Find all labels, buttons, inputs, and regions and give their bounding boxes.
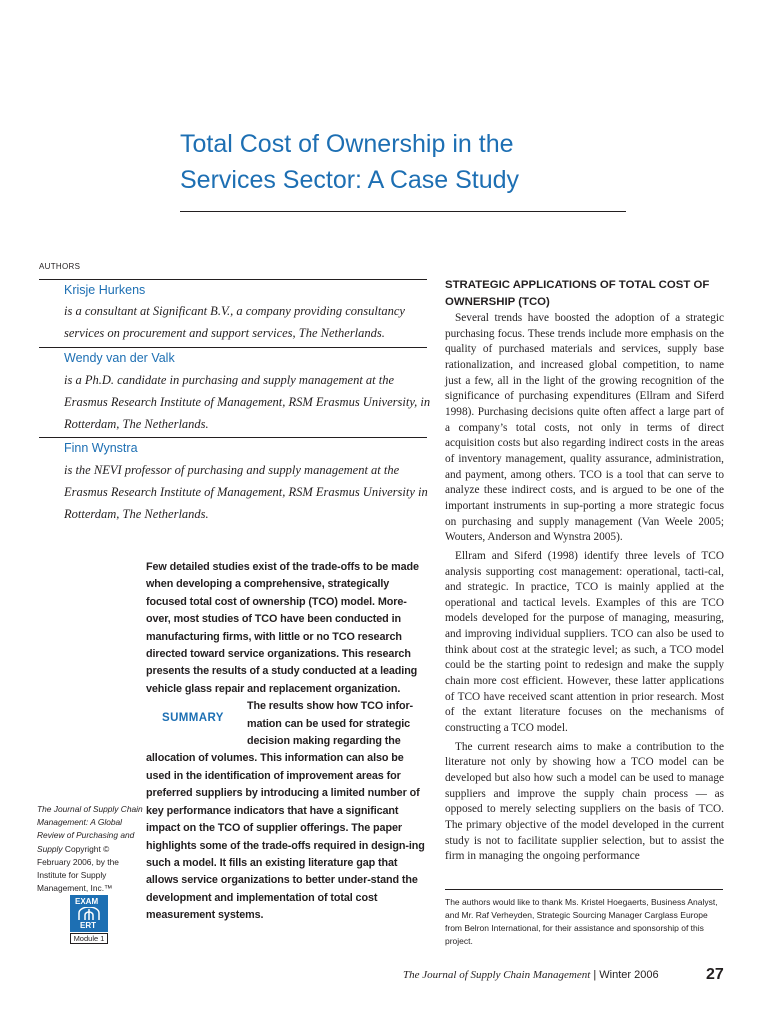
author-bio: is a consultant at Significant B.V., a company providing consultancy services on procurement and support services, The Netherlands.	[64, 304, 405, 340]
acknowledgement-footnote: The authors would like to thank Ms. Kristel Hoegaerts, Business Analyst, and Mr. Raf Verheyden, Strategic Sourcing Manager Carglass Europe from Belron International, for their assistance and sponsorship of this project.	[445, 897, 718, 947]
title-line-1: Total Cost of Ownership in the	[180, 130, 514, 158]
author-divider	[39, 437, 427, 438]
summary-part-1: Few detailed studies exist of the trade-offs to be made when developing a comprehensive, strategically focused total cost of ownership (TCO) model. More-over, most studies of TCO have been conducted in manufacturing firms, with little or no TCO research directed toward service organizations. This research presents the results of a study conducted at a leading vehicle glass repair and replacement organization.	[146, 561, 419, 695]
article-body-column	[445, 277, 724, 865]
alert-label: ERT	[80, 921, 96, 930]
author-bio: is a Ph.D. candidate in purchasing and supply management at the Erasmus Research Institute of Management, RSM Erasmus University, in Rotterdam, The Netherlands.	[64, 373, 431, 431]
page-number: 27	[706, 966, 724, 983]
author-name: Krisje Hurkens	[64, 283, 146, 297]
author-name: Wendy van der Valk	[64, 351, 175, 365]
section-heading: STRATEGIC APPLICATIONS OF TOTAL COST OF OWNERSHIP (TCO)	[445, 279, 710, 308]
author-divider	[39, 347, 427, 348]
title-divider	[180, 211, 626, 212]
title-line-2: Services Sector: A Case Study	[180, 166, 520, 194]
exam-alert-badge	[70, 895, 108, 944]
summary-abstract	[146, 559, 428, 925]
author-bio: is the NEVI professor of purchasing and supply management at the Erasmus Research Institute of Management, RSM Erasmus University in Rotterdam, The Netherlands.	[64, 463, 428, 521]
summary-label: SUMMARY	[162, 712, 224, 724]
page-footer	[403, 969, 659, 981]
body-text	[445, 311, 724, 865]
author-divider	[39, 279, 427, 280]
exam-label: EXAM	[75, 897, 99, 906]
alert-icon	[76, 907, 102, 921]
article-title	[180, 126, 610, 198]
footer-journal-name: The Journal of Supply Chain Management	[403, 969, 591, 981]
module-label: Module 1	[70, 933, 108, 944]
journal-name: The Journal of Supply Chain Management: A Global Review of Purchasing and Supply	[37, 804, 143, 854]
body-paragraph: The current research aims to make a contribution to the literature not only by showing how a TCO model can be developed but also how such a model can be used to manage suppliers and improve the supply chain process — as opposed to merely selecting suppliers on the basis of TCO. The primary objective of the model developed in the current study is not to facilitate supplier selection, but to assist the firm in managing the ongoing performance	[445, 740, 724, 863]
copyright-text: Copyright © February 2006, by the Institute for Supply Management, Inc.™	[37, 843, 119, 894]
journal-copyright-note	[37, 803, 145, 895]
footnote-divider	[445, 889, 723, 890]
authors-label: AUTHORS	[39, 262, 81, 271]
footer-issue: Winter 2006	[599, 969, 659, 981]
footer-separator: |	[593, 969, 597, 981]
summary-part-3: allocation of volumes. This information can also be used in the identification of improvement areas for preferred suppliers by introducing a limited number of key performance indicators that have a significant impact on the TCO of supplier offerings. The paper highlights some of the trade-offs required in design-ing such a model. It fills an existing literature gap that allows service organizations to better under-stand the development and implementation of total cost measurement systems.	[146, 752, 425, 922]
author-name: Finn Wynstra	[64, 441, 138, 455]
body-paragraph: Ellram and Siferd (1998) identify three levels of TCO analysis supporting cost management: operational, tacti-cal, and strategic. In practice, TCO is mainly applied at the operational and tactical levels. Examples of this are TCO models developed for the purpose of managing, measuring, and improving individual suppliers. TCO can also be used to think about cost at the strategic level; as such, a TCO model could be the starting point to redesign and make the supply chain more cost efficient. However, these latter applications of TCO have received scant attention in prior research. Most of the extant literature focuses on the mechanisms of constructing a TCO model.	[445, 549, 724, 735]
body-paragraph: Several trends have boosted the adoption of a strategic purchasing focus. These trends include more emphasis on the quality of purchased materials and services, supply base rationalization, and increased global competition, to name just a few, all in the light of the growing recognition of the significance of purchasing expenditures (Ellram and Siferd 1998). Purchasing decisions quite often affect a large part of a company’s total costs, not only in terms of direct acquisition costs but also regarding indirect costs in the areas of inventory management, quality assurance, administration, and payment, among others. TCO is a tool that can serve to analyze these indirect costs, and is argued to be one of the important instruments in sup-porting a more strategic focus on purchasing and supply management (Van Weele 2005; Wouters, Anderson and Wynstra 2005).	[445, 312, 724, 544]
summary-part-2: The results show how TCO infor-mation can be used for strategic decision making regarding the	[247, 700, 414, 748]
